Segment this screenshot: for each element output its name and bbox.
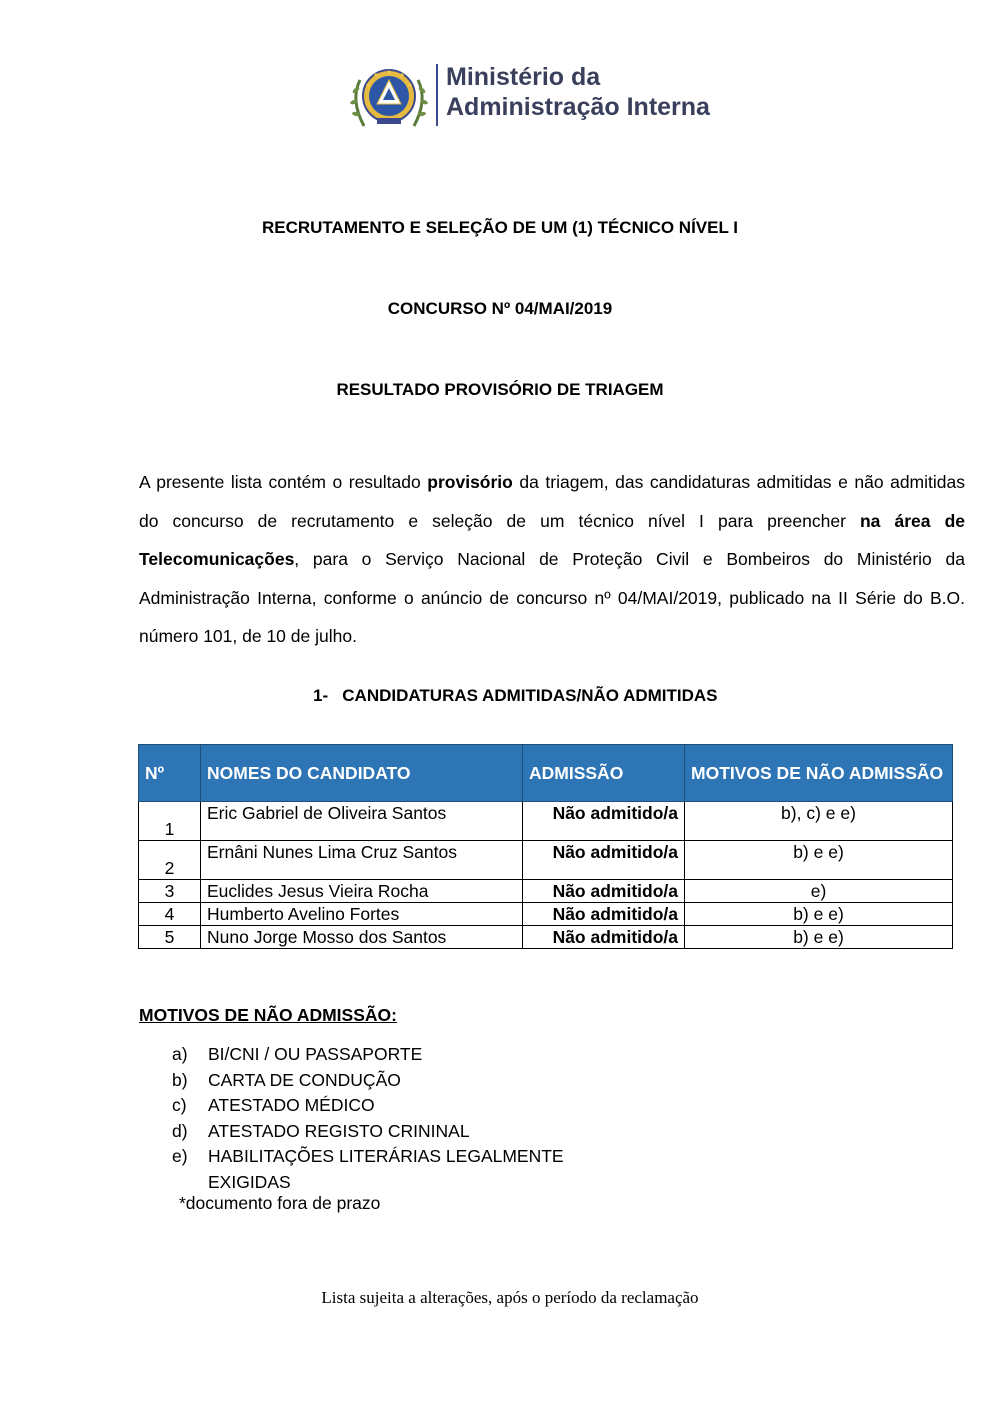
table-row (139, 903, 953, 926)
row-number: 5 (139, 926, 201, 949)
intro-part1: A presente lista contém o resultado (139, 472, 428, 492)
row-name: Euclides Jesus Vieira Rocha (201, 880, 523, 903)
table-header-row (139, 745, 953, 802)
reason-text: HABILITAÇÕES LITERÁRIAS LEGALMENTE EXIGIDAS (208, 1146, 564, 1192)
row-reasons: b), c) e e) (685, 802, 953, 841)
header-reasons: MOTIVOS DE NÃO ADMISSÃO (685, 745, 953, 802)
row-number: 2 (139, 841, 201, 880)
reason-text: CARTA DE CONDUÇÃO (208, 1069, 401, 1090)
row-admission: Não admitido/a (523, 880, 685, 903)
list-item (172, 1042, 588, 1068)
table-row (139, 841, 953, 880)
reason-letter: a) (172, 1044, 188, 1064)
intro-part2: da triagem, das candidaturas admitidas e não admitidas do concurso de recrutamento e seleção de um técnico nível I para preencher (139, 472, 965, 531)
row-reasons: e) (685, 880, 953, 903)
row-name: Humberto Avelino Fortes (201, 903, 523, 926)
list-item (172, 1144, 588, 1195)
reason-text: BI/CNI / OU PASSAPORTE (208, 1044, 423, 1064)
table-row (139, 880, 953, 903)
header-name: NOMES DO CANDIDATO (201, 745, 523, 802)
intro-part3: , para o Serviço Nacional de Proteção Civil e Bombeiros do Ministério da Administração Interna, conforme o anúncio de concurso nº 04/MAI/2019, publicado na II Série do B.O. número 101, de 10 de julho. (139, 549, 965, 646)
document-title: RECRUTAMENTO E SELEÇÃO DE UM (1) TÉCNICO NÍVEL I (261, 218, 739, 237)
reason-letter: b) (172, 1069, 188, 1090)
row-admission: Não admitido/a (523, 926, 685, 949)
ministry-name-line2: Administração Interna (446, 93, 710, 121)
contest-number: CONCURSO Nº 04/MAI/2019 (387, 299, 613, 318)
coat-of-arms-icon (346, 60, 432, 132)
row-name: Eric Gabriel de Oliveira Santos (201, 802, 523, 841)
header-number: Nº (139, 745, 201, 802)
row-name: Ernâni Nunes Lima Cruz Santos (201, 841, 523, 880)
list-item (172, 1119, 588, 1145)
row-admission: Não admitido/a (523, 903, 685, 926)
footer-note: Lista sujeita a alterações, após o período da reclamação (321, 1288, 699, 1307)
list-item (172, 1068, 588, 1094)
row-number: 1 (139, 802, 201, 841)
candidates-table (138, 744, 953, 949)
intro-bold-area: na área de Telecomunicações (139, 510, 965, 569)
ministry-name (446, 62, 710, 122)
row-number: 3 (139, 880, 201, 903)
ministry-name-line1: Ministério da (446, 63, 601, 91)
table-row (139, 926, 953, 949)
header-admission: ADMISSÃO (523, 745, 685, 802)
intro-bold-provisional: provisório (427, 472, 513, 492)
reason-letter: e) (172, 1146, 188, 1166)
late-document-note: *documento fora de prazo (179, 1193, 381, 1213)
reason-letter: d) (172, 1120, 188, 1141)
reasons-title: MOTIVOS DE NÃO ADMISSÃO: (139, 1005, 397, 1025)
list-item (172, 1093, 588, 1119)
row-reasons: b) e e) (685, 903, 953, 926)
row-reasons: b) e e) (685, 926, 953, 949)
reason-letter: c) (172, 1095, 187, 1115)
row-admission: Não admitido/a (523, 841, 685, 880)
row-name: Nuno Jorge Mosso dos Santos (201, 926, 523, 949)
section-title: 1- CANDIDATURAS ADMITIDAS/NÃO ADMITIDAS (313, 686, 718, 705)
reasons-list (172, 1042, 588, 1195)
row-reasons: b) e e) (685, 841, 953, 880)
table-row (139, 802, 953, 841)
reason-text: ATESTADO MÉDICO (208, 1095, 375, 1115)
logo-divider (436, 64, 438, 126)
intro-paragraph (139, 463, 965, 656)
row-number: 4 (139, 903, 201, 926)
row-admission: Não admitido/a (523, 802, 685, 841)
result-title: RESULTADO PROVISÓRIO DE TRIAGEM (336, 380, 664, 399)
reason-text: ATESTADO REGISTO CRININAL (208, 1120, 470, 1141)
ministry-logo (346, 60, 710, 135)
